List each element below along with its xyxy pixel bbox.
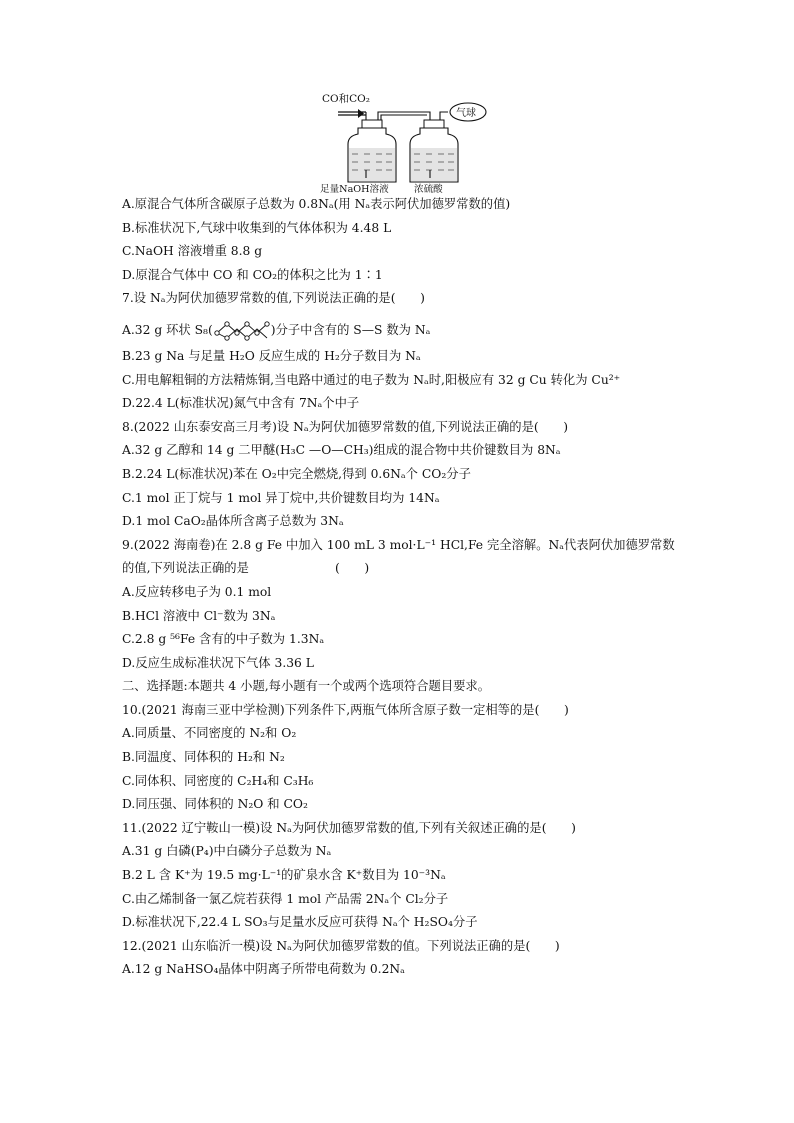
sulfuric-acid	[411, 148, 457, 181]
text-line: C.由乙烯制备一氯乙烷若获得 1 mol 产品需 2Nₐ个 Cl₂分子	[122, 891, 449, 906]
text-line: D.标准状况下,22.4 L SO₃与足量水反应可获得 Nₐ个 H₂SO₄分子	[122, 915, 478, 930]
bottle1-label: 足量NaOH溶液	[320, 184, 389, 194]
bottle2-label: 浓硫酸	[414, 184, 443, 194]
flow-arrow-icon	[358, 109, 364, 118]
text-line: 10.(2021 海南三亚中学检测)下列条件下,两瓶气体所含原子数一定相等的是( )	[122, 702, 569, 717]
s8-ring-structure	[213, 319, 271, 341]
text-line: A.同质量、不同密度的 N₂和 O₂	[122, 726, 297, 741]
naoh-solution	[349, 148, 395, 181]
text-line: B.HCl 溶液中 Cl⁻数为 3Nₐ	[122, 608, 276, 623]
text-line: C.2.8 g ⁵⁶Fe 含有的中子数为 1.3Nₐ	[122, 632, 325, 647]
gas-apparatus-diagram	[318, 90, 488, 194]
text-line: C.NaOH 溶液增重 8.8 g	[122, 244, 263, 259]
text-line: A.32 g 乙醇和 14 g 二甲醚(H₃C —O—CH₃)组成的混合物中共价键数目为 8Nₐ	[122, 443, 561, 458]
text-line: B.同温度、同体积的 H₂和 N₂	[122, 750, 285, 765]
connecting-tube-wall	[381, 115, 427, 128]
section-heading: 二、选择题:本题共 4 小题,每小题有一个或两个选项符合题目要求。	[122, 679, 491, 694]
text-line: B.2.24 L(标准状况)苯在 O₂中完全燃烧,得到 0.6Nₐ个 CO₂分子	[122, 466, 471, 481]
text-line: B.标准状况下,气球中收集到的气体体积为 4.48 L	[122, 220, 392, 235]
text-line: B.2 L 含 K⁺为 19.5 mg·L⁻¹的矿泉水含 K⁺数目为 10⁻³Nₐ	[122, 868, 446, 883]
text-line: 12.(2021 山东临沂一模)设 Nₐ为阿伏加德罗常数的值。下列说法正确的是( )	[122, 938, 560, 953]
bottle-2	[410, 120, 458, 182]
gas-in-label: CO和CO₂	[322, 93, 370, 105]
text-line: A.原混合气体所含碳原子总数为 0.8Nₐ(用 Nₐ表示阿伏加德罗常数的值)	[122, 197, 511, 211]
text-line: D.1 mol CaO₂晶体所含离子总数为 3Nₐ	[122, 514, 344, 529]
text-line: 的值,下列说法正确的是 ( )	[122, 561, 370, 576]
text-line: C.1 mol 正丁烷与 1 mol 异丁烷中,共价键数目均为 14Nₐ	[122, 490, 440, 505]
text-line: A.反应转移电子为 0.1 mol	[122, 584, 272, 599]
text-line: D.22.4 L(标准状况)氮气中含有 7Nₐ个中子	[122, 396, 360, 411]
text-line: B.23 g Na 与足量 H₂O 反应生成的 H₂分子数目为 Nₐ	[122, 348, 421, 363]
question-text	[122, 193, 682, 982]
balloon-label: 气球	[456, 108, 476, 119]
text-line: 8.(2022 山东泰安高三月考)设 Nₐ为阿伏加德罗常数的值,下列说法正确的是( )	[122, 419, 569, 434]
text-line: 9.(2022 海南卷)在 2.8 g Fe 中加入 100 mL 3 mol·L⁻¹ HCl,Fe 完全溶解。Nₐ代表阿伏加德罗常数	[122, 537, 675, 552]
text-line: A.12 g NaHSO₄晶体中阴离子所带电荷数为 0.2Nₐ	[122, 962, 405, 977]
text-line-with-structure	[122, 311, 682, 345]
text-segment: A.32 g 环状 S₈(	[122, 322, 213, 337]
text-line: C.用电解粗铜的方法精炼铜,当电路中通过的电子数为 Nₐ时,阳极应有 32 g Cu 转化为 Cu²⁺	[122, 372, 621, 387]
text-line: D.反应生成标准状况下气体 3.36 L	[122, 655, 314, 670]
text-segment: )分子中含有的 S—S 数为 Nₐ	[270, 322, 431, 337]
text-line: 7.设 Nₐ为阿伏加德罗常数的值,下列说法正确的是( )	[122, 291, 425, 306]
text-line: D.原混合气体中 CO 和 CO₂的体积之比为 1∶1	[122, 267, 383, 282]
bottle-1	[348, 120, 396, 182]
text-line: C.同体积、同密度的 C₂H₄和 C₃H₆	[122, 773, 314, 788]
text-line: 11.(2022 辽宁鞍山一模)设 Nₐ为阿伏加德罗常数的值,下列有关叙述正确的是( )	[122, 820, 576, 835]
text-line: D.同压强、同体积的 N₂O 和 CO₂	[122, 797, 308, 812]
text-line: A.31 g 白磷(P₄)中白磷分子总数为 Nₐ	[122, 844, 332, 859]
